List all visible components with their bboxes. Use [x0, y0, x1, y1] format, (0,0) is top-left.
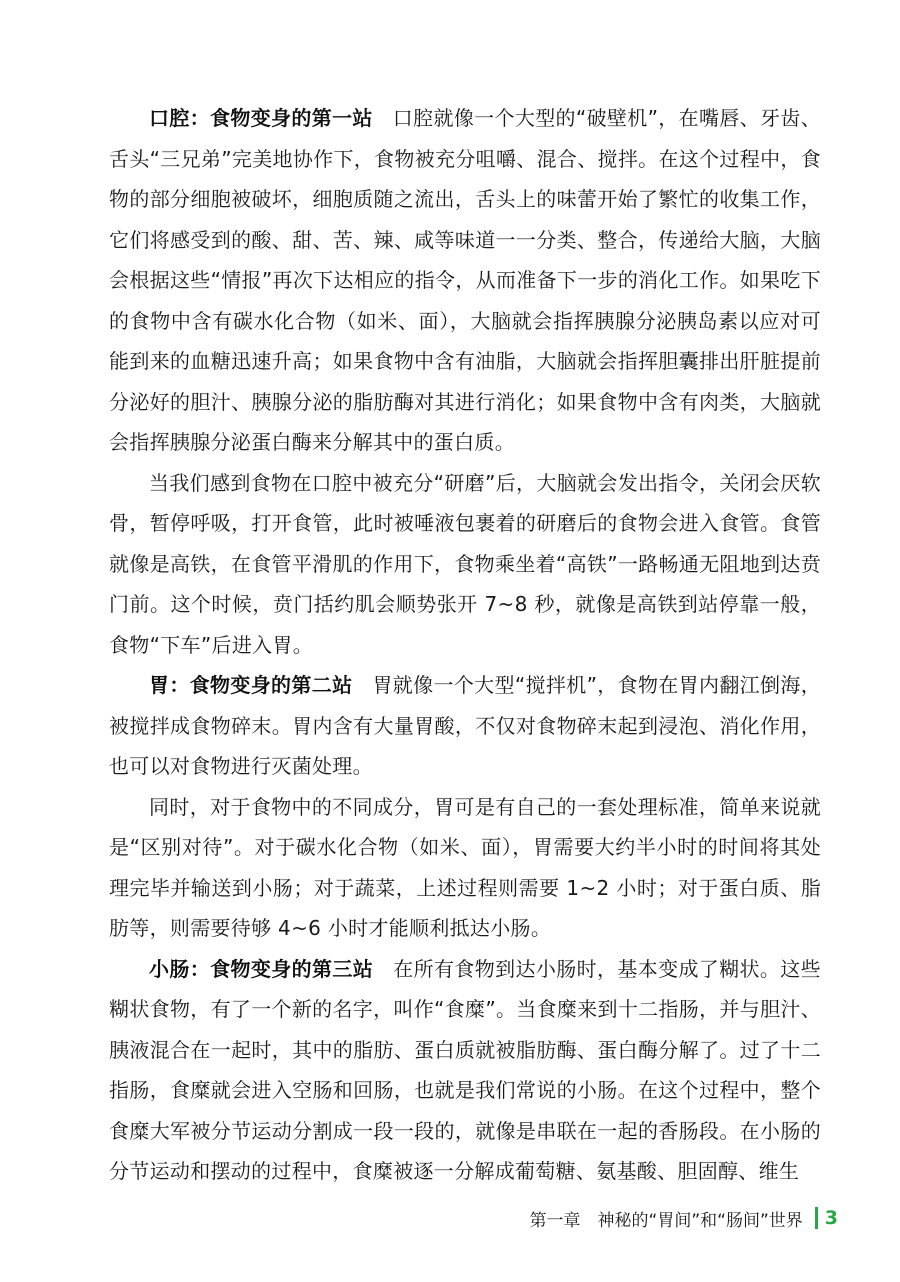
- paragraph-stomach: [109, 665, 821, 787]
- section-heading-small-intestine: 小肠：食物变身的第三站: [149, 956, 374, 981]
- section-heading-mouth: 口腔：食物变身的第一站: [149, 106, 373, 130]
- section-heading-stomach: 胃：食物变身的第二站: [149, 673, 353, 697]
- paragraph-text: 在所有食物到达小肠时，基本变成了糊状。这些糊状食物，有了一个新的名字，叫作“食糜”。当食糜来到十二指肠，并与胆汁、胰液混合在一起时，其中的脂肪、蛋白质就被脂肪酶、蛋白酶分解了。过了十二指肠，食糜就会进入空肠和回肠，也就是我们常说的小肠。在这个过程中，整个食糜大军被分节运动分割成一段一段的，就像是串联在一起的香肠段。在小肠的分节运动和摆动的过程中，食糜被逐一分解成葡萄糖、氨基酸、胆固醇、维生: [109, 956, 821, 1183]
- paragraph-text: 口腔就像一个大型的“破壁机”，在嘴唇、牙齿、舌头“三兄弟”完美地协作下，食物被充分咀嚼、混合、搅拌。在这个过程中，食物的部分细胞被破坏，细胞质随之流出，舌头上的味蕾开始了繁忙的收集工作，它们将感受到的酸、甜、苦、辣、咸等味道一一分类、整合，传递给大脑，大脑会根据这些“情报”再次下达相应的指令，从而准备下一步的消化工作。如果吃下的食物中含有碳水化合物（如米、面），大脑就会指挥胰腺分泌胰岛素以应对可能到来的血糖迅速升高；如果食物中含有油脂，大脑就会指挥胆囊排出肝脏提前分泌好的胆汁、胰腺分泌的脂肪酶对其进行消化；如果食物中含有肉类，大脑就会指挥胰腺分泌蛋白酶来分解其中的蛋白质。: [109, 106, 821, 454]
- page-number: 3: [824, 1207, 838, 1229]
- paragraph-small-intestine: [109, 949, 821, 1192]
- paragraph-text: 胃就像一个大型“搅拌机”，食物在胃内翻江倒海，被搅拌成食物碎末。胃内含有大量胃酸，不仅对食物碎末起到浸泡、消化作用，也可以对食物进行灭菌处理。: [109, 673, 822, 778]
- paragraph-esophagus: [109, 463, 821, 666]
- chapter-title: 第一章 神秘的“胃间”和“肠间”世界: [529, 1210, 803, 1231]
- paragraph-stomach-timing: [109, 787, 821, 949]
- paragraph-mouth: [109, 98, 821, 463]
- paragraph-text: 当我们感到食物在口腔中被充分“研磨”后，大脑就会发出指令，关闭会厌软骨，暂停呼吸，打开食管，此时被唾液包裹着的研磨后的食物会进入食管。食管就像是高铁，在食管平滑肌的作用下，食物乘坐着“高铁”一路畅通无阻地到达贲门前。这个时候，贲门括约肌会顺势张开 7~8 秒，就像是高铁到站停靠一般，食物“下车”后进入胃。: [109, 470, 821, 657]
- page-footer: [530, 1205, 838, 1231]
- page-body: [109, 98, 821, 1192]
- footer-divider: [815, 1207, 818, 1229]
- paragraph-text: 同时，对于食物中的不同成分，胃可是有自己的一套处理标准，简单来说就是“区别对待”。对于碳水化合物（如米、面），胃需要大约半小时的时间将其处理完毕并输送到小肠；对于蔬菜，上述过程则需要 1~2 小时；对于蛋白质、脂肪等，则需要待够 4~6 小时才能顺利抵达小肠。: [109, 794, 821, 940]
